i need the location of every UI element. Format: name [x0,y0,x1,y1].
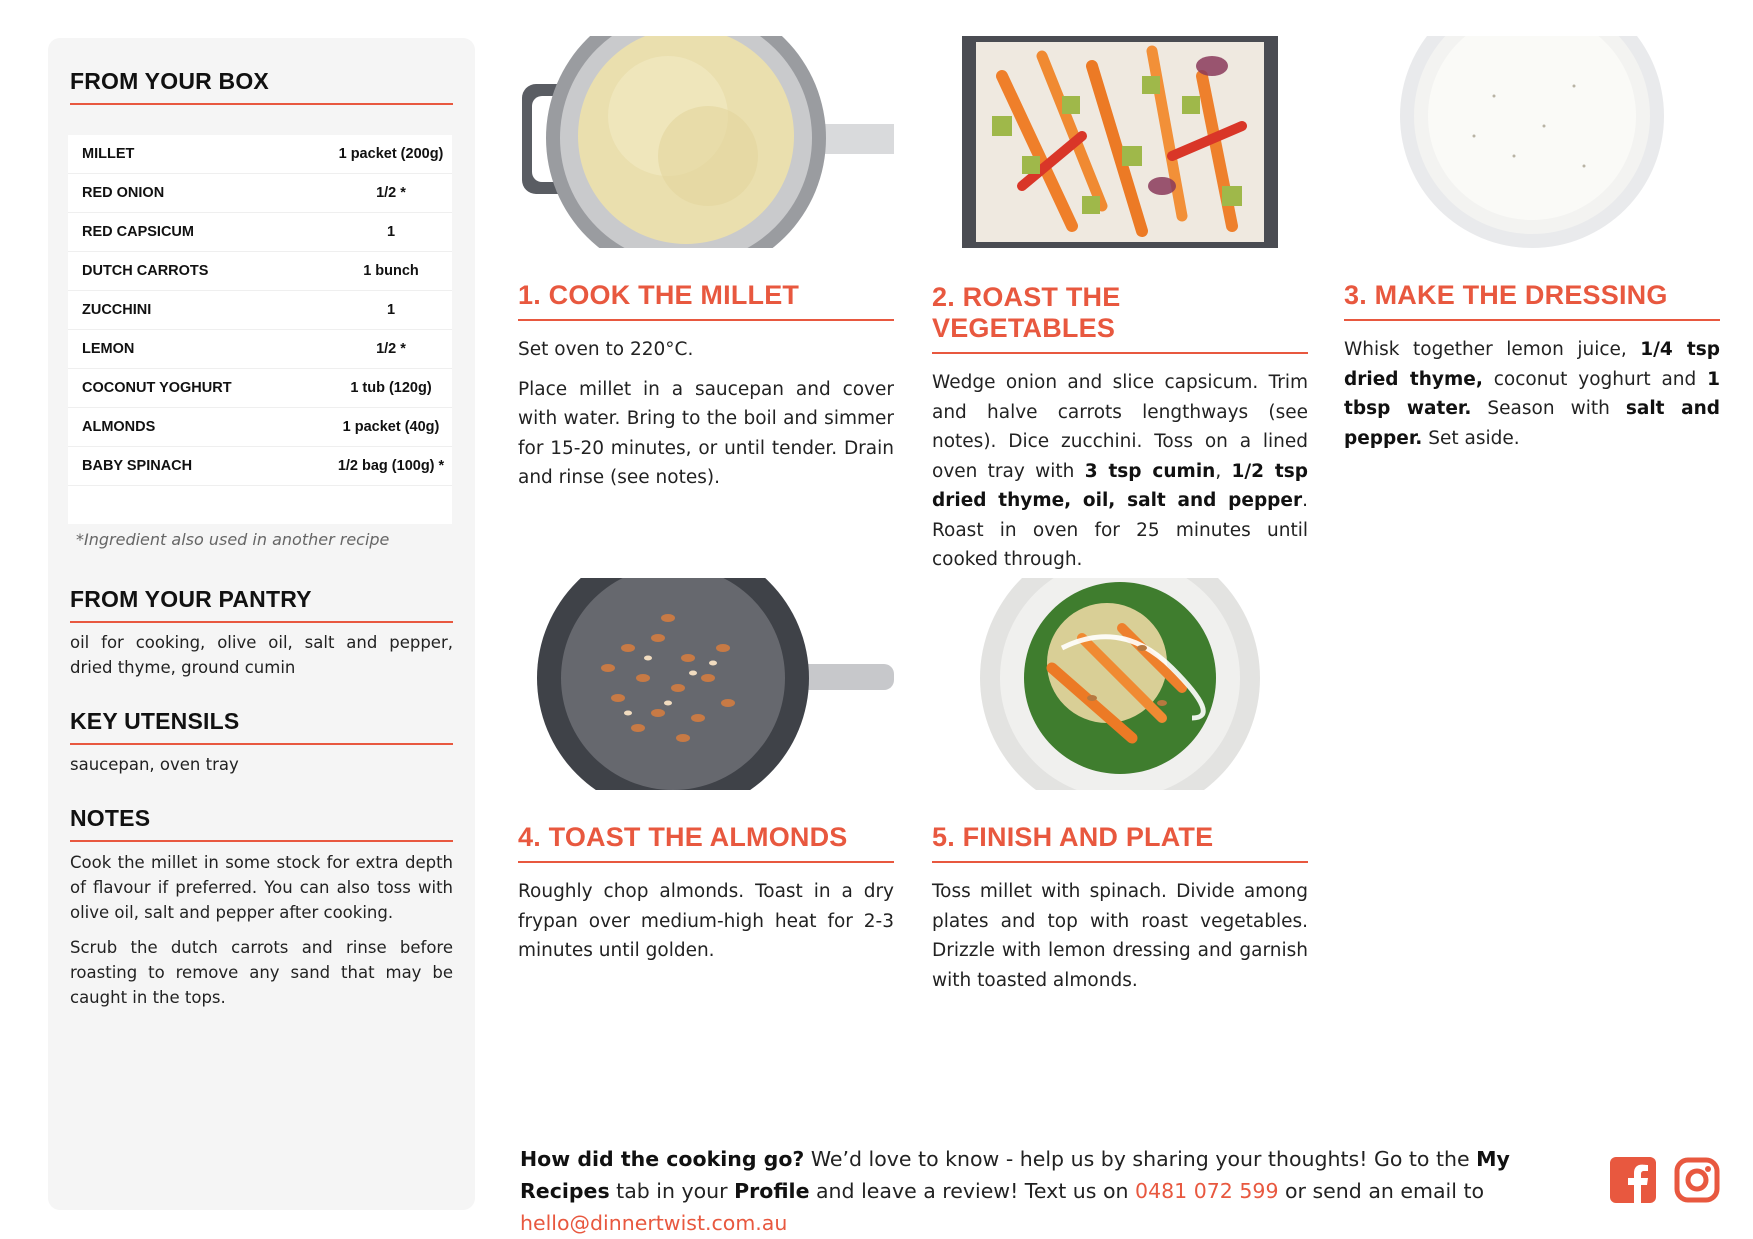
profile-label: Profile [734,1179,810,1203]
frypan-icon [518,578,894,790]
table-row [68,252,452,291]
footer-b1: How did the cooking go? [520,1147,805,1171]
footer-t3: and leave a review! Text us on [809,1179,1136,1203]
step-3-body [1344,335,1720,453]
ingredients-table [68,135,452,524]
pantry-heading-wrap [70,586,453,623]
step-4-title: 4. TOAST THE ALMONDS [518,822,894,863]
step-2-b2: 1/2 tsp dried thyme, oil, salt and pepper [932,460,1309,511]
utensils-text [70,752,453,787]
step-2-p1 [932,368,1308,575]
pantry-list: oil for cooking, olive oil, salt and pepper, dried thyme, ground cumin [70,633,453,677]
ingredient-qty: 1/2 bag (100g) * [337,458,445,474]
pantry-heading: FROM YOUR PANTRY [70,586,312,612]
step-3-t2: coconut yoghurt and [1482,368,1708,390]
step-2-t2: , [1215,460,1232,482]
note-2: Scrub the dutch carrots and rinse before roasting to remove any sand that may be caught in the tops. [70,938,453,1007]
step-1-title: 1. COOK THE MILLET [518,280,894,321]
ingredient-name: COCONUT YOGHURT [82,380,232,396]
dressing-bowl-photo [1344,36,1720,248]
table-row [68,291,452,330]
ingredient-qty: 1 packet (200g) [338,146,444,162]
ingredient-name: LEMON [82,341,135,357]
footnote: *Ingredient also used in another recipe [76,530,390,549]
ingredient-qty: 1 tub (120g) [350,380,432,396]
step-1-body [518,335,894,493]
step-4 [518,578,894,976]
ingredient-qty: 1/2 * [376,185,406,201]
step-2-title: 2. ROAST THE VEGETABLES [932,282,1308,354]
step-4-body [518,877,894,966]
ingredients-panel [48,38,475,1210]
step-1 [518,36,894,503]
table-row [68,213,452,252]
ingredient-name: RED CAPSICUM [82,224,194,240]
ingredient-name: ALMONDS [82,419,156,435]
step-2-body [932,368,1308,575]
ingredient-name: RED ONION [82,185,165,201]
step-2 [932,36,1308,585]
millet-pot-icon [518,36,894,248]
pantry-text [70,630,453,690]
ingredient-name: MILLET [82,146,135,162]
ingredient-qty: 1 [386,224,396,240]
table-row [68,408,452,447]
millet-pot-photo [518,36,894,248]
utensils-heading-wrap [70,708,453,745]
oven-tray-icon [932,36,1308,248]
ingredient-name: ZUCCHINI [82,302,152,318]
step-1-p1: Set oven to 220°C. [518,339,694,360]
utensils-list: saucepan, oven tray [70,755,239,774]
plate-icon [932,578,1308,790]
table-row [68,330,452,369]
box-heading-wrap [70,68,453,105]
step-3-b3: salt and pepper. [1344,398,1720,449]
box-heading: FROM YOUR BOX [70,68,269,94]
step-3 [1344,36,1720,463]
step-3-p1 [1344,335,1720,453]
step-5-p1: Toss millet with spinach. Divide among plates and top with roast vegetables. Drizzle with lemon dressing and garnish with toasted almonds. [932,881,1308,991]
roast-vegetables-photo [932,36,1308,248]
instagram-icon[interactable] [1674,1157,1720,1203]
almonds-pan-photo [518,578,894,790]
ingredient-qty: 1 packet (40g) [342,419,440,435]
ingredient-name: DUTCH CARROTS [82,263,209,279]
step-3-t3: Season with [1471,398,1626,419]
facebook-icon[interactable] [1610,1157,1656,1203]
step-3-t1: Whisk together lemon juice, [1344,339,1641,360]
notes-text [70,850,453,1020]
phone-link[interactable]: 0481 072 599 [1135,1179,1279,1203]
dressing-bowl-icon [1344,36,1720,248]
ingredient-qty: 1/2 * [376,341,406,357]
step-3-b2: 1 tbsp water. [1344,368,1720,419]
step-3-b1: 1/4 tsp dried thyme, [1344,339,1720,390]
table-row [68,369,452,408]
email-link[interactable]: hello@dinnertwist.com.au [520,1211,788,1235]
notes-heading: NOTES [70,805,151,831]
ingredient-qty: 1 bunch [363,263,419,279]
step-5 [932,578,1308,1005]
step-1-p2: Place millet in a saucepan and cover with water. Bring to the boil and simmer for 15-20 minutes, or until tender. Drain and rinse (see notes). [518,378,894,488]
step-3-t4: Set aside. [1422,427,1520,449]
footer-t2: tab in your [609,1179,735,1203]
step-5-body [932,877,1308,995]
ingredient-name: BABY SPINACH [82,458,193,474]
step-5-title: 5. FINISH AND PLATE [932,822,1308,863]
table-row [68,174,452,213]
step-4-p1: Roughly chop almonds. Toast in a dry frypan over medium-high heat for 2-3 minutes until golden. [518,881,894,961]
notes-heading-wrap [70,805,453,842]
table-row-empty [68,486,452,524]
ingredient-qty: 1 [386,302,396,318]
step-2-t1: Wedge onion and slice capsicum. Trim and halve carrots lengthways (see notes). Dice zucchini. Toss on a lined oven tray with [932,372,1308,482]
footer-t4: or send an email to [1278,1179,1485,1203]
my-recipes-label: My Recipes [520,1147,1510,1203]
step-3-title: 3. MAKE THE DRESSING [1344,280,1720,321]
feedback-footer [520,1143,1580,1239]
table-row [68,135,452,174]
utensils-heading: KEY UTENSILS [70,708,240,734]
table-row [68,447,452,486]
note-1: Cook the millet in some stock for extra depth of flavour if preferred. You can also toss with olive oil, salt and pepper after cooking. [70,853,453,922]
step-2-t3: . Roast in oven for 25 minutes until cooked through. [932,490,1308,570]
final-plate-photo [932,578,1308,790]
step-2-b1: 3 tsp cumin [1084,460,1216,482]
footer-t1: We’d love to know - help us by sharing your thoughts! Go to the [804,1147,1477,1171]
